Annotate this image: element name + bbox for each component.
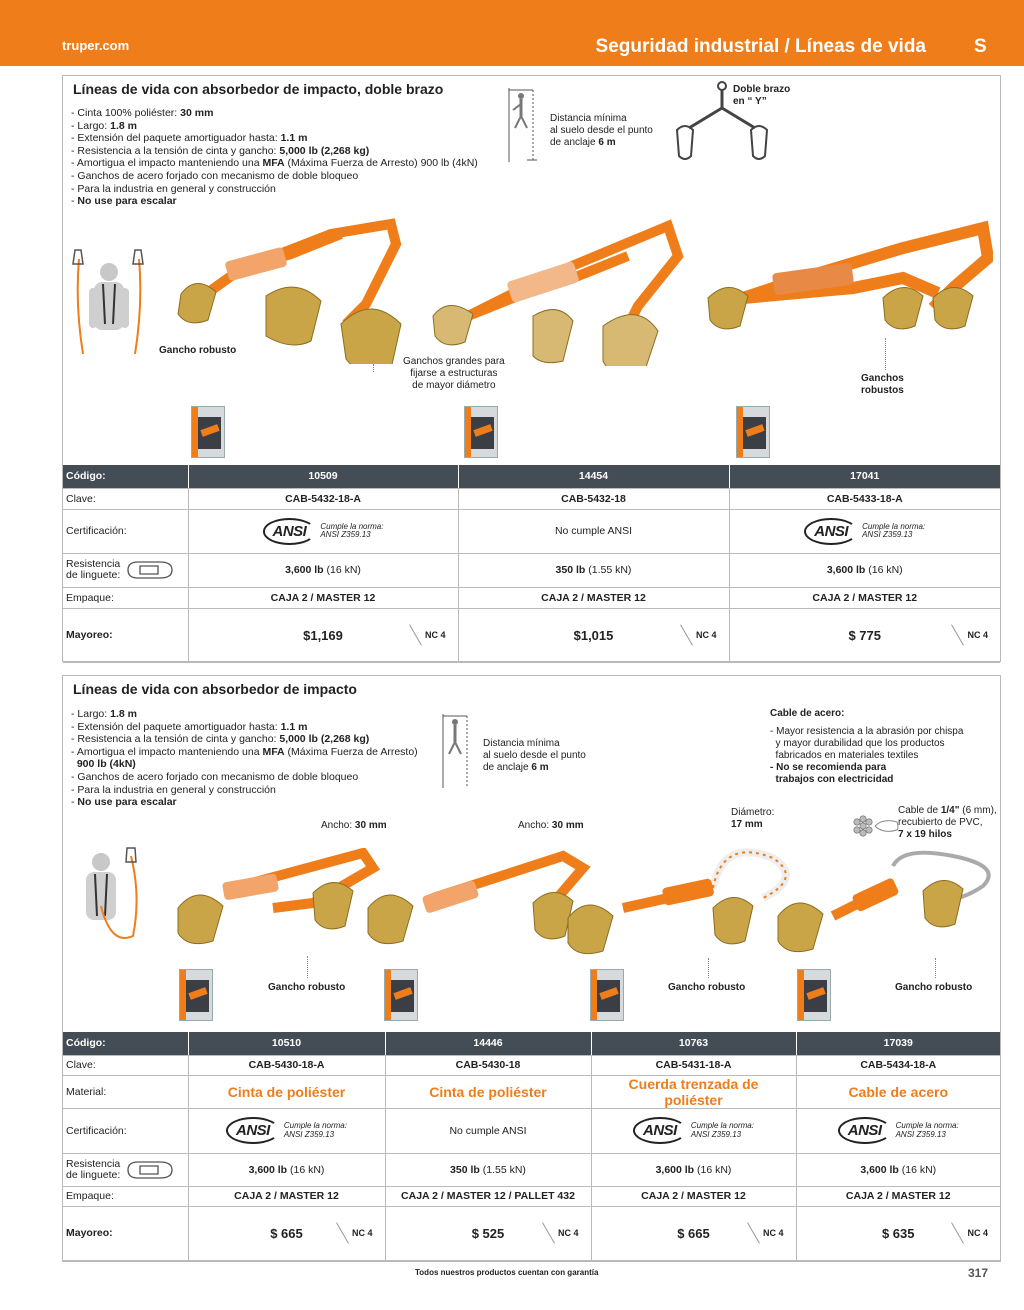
ansi-logo: ANSI <box>804 518 858 545</box>
page-number: 317 <box>968 1266 989 1280</box>
section-title: Líneas de vida con absorbedor de impacto <box>73 681 357 697</box>
wholesale-price: $1,015 <box>573 627 614 643</box>
feature-item: - Largo: 1.8 m <box>71 708 137 720</box>
snap-hook-icon <box>124 560 174 580</box>
cable-note: Cable de acero: - Mayor resistencia a la abrasión por chispa y mayor durabilidad que los productos fabricados en materiales textiles - No se recomienda para trabajos con electricidad <box>770 708 964 785</box>
row-clave <box>63 1055 1000 1075</box>
resistencia-cell: 3,600 lb (16 kN) <box>188 553 458 587</box>
clave-cell: CAB-5431-18-A <box>591 1055 796 1075</box>
wholesale-price: $ 665 <box>270 1225 303 1241</box>
feature-item: - Para la industria en general y construcción <box>71 783 276 796</box>
package-image <box>464 406 498 458</box>
callout-cable: Cable de 1/4" (6 mm), recubierto de PVC, 7 x 19 hilos <box>898 805 997 840</box>
package-image <box>179 969 213 1021</box>
feature-list <box>71 107 478 208</box>
product-image-14446 <box>363 848 593 958</box>
product-image-10763 <box>563 848 803 963</box>
section-title: Líneas de vida con absorbedor de impacto, doble brazo <box>73 81 444 97</box>
anchor-distance-note: Distancia mínima al suelo desde el punto de anclaje 6 m <box>550 113 653 148</box>
resistencia-cell: 350 lb (1.55 kN) <box>385 1153 591 1186</box>
code-10510: 10510 <box>188 1032 385 1055</box>
nc-badge: NC 4 <box>967 1227 988 1238</box>
cert-cell <box>729 509 1000 553</box>
clave-cell: CAB-5432-18-A <box>188 488 458 509</box>
clave-cell: CAB-5430-18 <box>385 1055 591 1075</box>
empaque-cell: CAJA 2 / MASTER 12 <box>796 1186 1000 1206</box>
label-mayoreo: Mayoreo: <box>63 608 188 662</box>
resistencia-cell: 3,600 lb (16 kN) <box>729 553 1000 587</box>
nc-badge: NC 4 <box>762 1227 784 1238</box>
package-image <box>736 406 770 458</box>
label-clave: Clave: <box>63 488 188 509</box>
cert-cell <box>796 1108 1000 1153</box>
nc-badge: NC 4 <box>557 1227 579 1238</box>
row-codigo <box>63 1032 1000 1055</box>
divider <box>951 624 964 645</box>
callout-leader <box>885 338 886 370</box>
feature-item: - Largo: 1.8 m <box>71 119 137 132</box>
feature-item: 900 lb (4kN) <box>76 758 136 771</box>
ansi-certification <box>804 518 925 545</box>
section-lifelines <box>62 675 1001 1262</box>
ansi-certification <box>226 1117 347 1144</box>
material-cell: Cinta de poliéster <box>188 1075 385 1108</box>
ansi-logo: ANSI <box>263 518 317 545</box>
material-cell: Cable de acero <box>796 1075 1000 1108</box>
nc-badge: NC 4 <box>695 629 717 640</box>
label-resistencia: Resistencia de linguete: <box>63 1153 188 1186</box>
section-letter: S <box>974 36 987 57</box>
feature-item: - Extensión del paquete amortiguador hasta: 1.1 m <box>71 132 308 145</box>
resistencia-cell: 3,600 lb (16 kN) <box>796 1153 1000 1186</box>
anchor-distance-note: Distancia mínima al suelo desde el punto de anclaje 6 m <box>483 738 586 773</box>
callout-ancho: Ancho: 30 mm <box>321 820 387 831</box>
wholesale-price: $ 665 <box>677 1225 710 1241</box>
callout-ganchos-grandes: Ganchos grandes para fijarse a estructuras de mayor diámetro <box>403 356 505 391</box>
callout-diametro: Diámetro: 17 mm <box>731 807 775 830</box>
callout-leader <box>307 956 308 978</box>
cable-cross-section-icon <box>853 814 899 838</box>
callout-ancho: Ancho: 30 mm <box>518 820 584 831</box>
empaque-cell: CAJA 2 / MASTER 12 <box>729 587 1000 608</box>
label-resistencia: Resistencia de linguete: <box>63 553 188 587</box>
resistencia-cell: 3,600 lb (16 kN) <box>591 1153 796 1186</box>
code-10763: 10763 <box>591 1032 796 1055</box>
product-image-14454 <box>428 216 688 366</box>
divider <box>542 1222 555 1243</box>
y-lanyard-note: Doble brazo en “ Y” <box>733 84 791 107</box>
ansi-standard-text: Cumple la norma: ANSI Z359.13 <box>690 1121 754 1139</box>
resistencia-cell: 350 lb (1.55 kN) <box>458 553 729 587</box>
ansi-standard-text: Cumple la norma: ANSI Z359.13 <box>895 1121 959 1139</box>
feature-item: - No use para escalar <box>71 195 177 208</box>
callout-leader <box>373 364 374 372</box>
empaque-cell: CAJA 2 / MASTER 12 <box>458 587 729 608</box>
material-cell: Cinta de poliéster <box>385 1075 591 1108</box>
product-image-17039 <box>773 846 1003 966</box>
cert-cell <box>591 1108 796 1153</box>
row-empaque <box>63 587 1000 608</box>
snap-hook-icon <box>124 1160 174 1180</box>
nc-badge: NC 4 <box>351 1227 373 1238</box>
label-cert: Certificación: <box>63 1108 188 1153</box>
product-image-10510 <box>173 848 383 958</box>
price-cell <box>188 608 458 662</box>
feature-item: - Ganchos de acero forjado con mecanismo de doble bloqueo <box>71 169 359 182</box>
resistencia-cell: 3,600 lb (16 kN) <box>188 1153 385 1186</box>
price-cell <box>796 1206 1000 1260</box>
empaque-cell: CAJA 2 / MASTER 12 <box>188 1186 385 1206</box>
feature-item: - Cinta 100% poliéster: 30 mm <box>71 107 214 119</box>
divider <box>409 624 422 645</box>
row-material <box>63 1075 1000 1108</box>
row-resistencia <box>63 553 1000 587</box>
ansi-standard-text: Cumple la norma: ANSI Z359.13 <box>283 1121 347 1139</box>
clave-cell: CAB-5432-18 <box>458 488 729 509</box>
wholesale-price: $1,169 <box>303 627 343 643</box>
ansi-logo: ANSI <box>226 1117 280 1144</box>
section-double-arm-lifelines <box>62 75 1001 662</box>
divider <box>336 1222 349 1243</box>
code-17041: 17041 <box>729 465 1000 488</box>
ansi-logo: ANSI <box>633 1117 687 1144</box>
ansi-logo: ANSI <box>838 1117 892 1144</box>
callout-ganchos-robustos: Ganchos robustos <box>861 373 904 396</box>
price-cell <box>729 608 1000 662</box>
row-resistencia <box>63 1153 1000 1186</box>
anchor-distance-icon <box>441 708 471 788</box>
row-certificacion <box>63 509 1000 553</box>
cert-cell <box>188 1108 385 1153</box>
divider <box>680 624 693 645</box>
empaque-cell: CAJA 2 / MASTER 12 / PALLET 432 <box>385 1186 591 1206</box>
callout-leader <box>935 958 936 978</box>
anchor-distance-icon <box>507 82 537 162</box>
label-empaque: Empaque: <box>63 587 188 608</box>
material-cell: Cuerda trenzada de poliéster <box>591 1075 796 1108</box>
label-codigo: Código: <box>63 465 188 488</box>
code-17039: 17039 <box>796 1032 1000 1055</box>
callout-gancho-robusto: Gancho robusto <box>159 345 237 356</box>
label-clave: Clave: <box>63 1055 188 1075</box>
empaque-cell: CAJA 2 / MASTER 12 <box>188 587 458 608</box>
ansi-certification <box>263 518 384 545</box>
code-14446: 14446 <box>385 1032 591 1055</box>
feature-item: - Ganchos de acero forjado con mecanismo de doble bloqueo <box>71 770 359 783</box>
cert-cell: No cumple ANSI <box>385 1108 591 1153</box>
page-title: Seguridad industrial / Líneas de vida <box>595 36 926 57</box>
callout-gancho-robusto: Gancho robusto <box>268 982 346 993</box>
row-clave <box>63 488 1000 509</box>
ansi-certification <box>633 1117 754 1144</box>
package-image <box>384 969 418 1021</box>
callout-leader <box>708 958 709 978</box>
label-empaque: Empaque: <box>63 1186 188 1206</box>
price-cell <box>591 1206 796 1260</box>
nc-badge: NC 4 <box>424 629 446 640</box>
product-image-10509 <box>171 214 411 364</box>
ansi-standard-text: Cumple la norma: ANSI Z359.13 <box>320 521 384 539</box>
cert-cell <box>188 509 458 553</box>
row-mayoreo <box>63 1206 1000 1260</box>
ansi-standard-text: Cumple la norma: ANSI Z359.13 <box>862 521 926 539</box>
ansi-certification <box>838 1117 959 1144</box>
callout-gancho-robusto: Gancho robusto <box>895 982 973 993</box>
wholesale-price: $ 635 <box>881 1225 915 1241</box>
feature-item: - Extensión del paquete amortiguador hasta: 1.1 m <box>71 720 308 733</box>
feature-item: - Amortigua el impacto manteniendo una MFA (Máxima Fuerza de Arresto) <box>71 745 418 758</box>
feature-item: - Resistencia a la tensión de cinta y gancho: 5,000 lb (2,268 kg) <box>71 733 370 746</box>
clave-cell: CAB-5430-18-A <box>188 1055 385 1075</box>
page-header <box>0 0 1024 66</box>
price-cell <box>188 1206 385 1260</box>
warranty-note: Todos nuestros productos cuentan con garantía <box>415 1268 599 1277</box>
package-image <box>191 406 225 458</box>
site-url[interactable]: truper.com <box>62 38 130 53</box>
product-image-17041 <box>703 218 993 348</box>
nc-badge: NC 4 <box>967 629 988 640</box>
code-14454: 14454 <box>458 465 729 488</box>
feature-item: - Para la industria en general y construcción <box>71 182 276 195</box>
cert-cell: No cumple ANSI <box>458 509 729 553</box>
row-mayoreo <box>63 608 1000 662</box>
label-codigo: Código: <box>63 1032 188 1055</box>
feature-item: - Amortigua el impacto manteniendo una MFA (Máxima Fuerza de Arresto) 900 lb (4kN) <box>71 157 478 170</box>
package-image <box>590 969 624 1021</box>
spec-table <box>63 1032 1000 1261</box>
divider <box>747 1222 760 1243</box>
divider <box>951 1222 964 1243</box>
wholesale-price: $ 525 <box>471 1225 505 1241</box>
row-empaque <box>63 1186 1000 1206</box>
feature-list <box>71 708 418 809</box>
code-10509: 10509 <box>188 465 458 488</box>
label-material: Material: <box>63 1075 188 1108</box>
price-cell <box>458 608 729 662</box>
harness-figure <box>71 846 146 956</box>
clave-cell: CAB-5434-18-A <box>796 1055 1000 1075</box>
harness-figure <box>69 244 149 364</box>
row-certificacion <box>63 1108 1000 1153</box>
price-cell <box>385 1206 591 1260</box>
wholesale-price: $ 775 <box>848 627 882 643</box>
package-image <box>797 969 831 1021</box>
feature-item: - Resistencia a la tensión de cinta y gancho: 5,000 lb (2,268 kg) <box>71 144 370 157</box>
row-codigo <box>63 465 1000 488</box>
spec-table <box>63 465 1000 663</box>
label-mayoreo: Mayoreo: <box>63 1206 188 1260</box>
callout-gancho-robusto: Gancho robusto <box>668 982 746 993</box>
feature-item: - No use para escalar <box>71 796 177 809</box>
label-cert: Certificación: <box>63 509 188 553</box>
empaque-cell: CAJA 2 / MASTER 12 <box>591 1186 796 1206</box>
clave-cell: CAB-5433-18-A <box>729 488 1000 509</box>
